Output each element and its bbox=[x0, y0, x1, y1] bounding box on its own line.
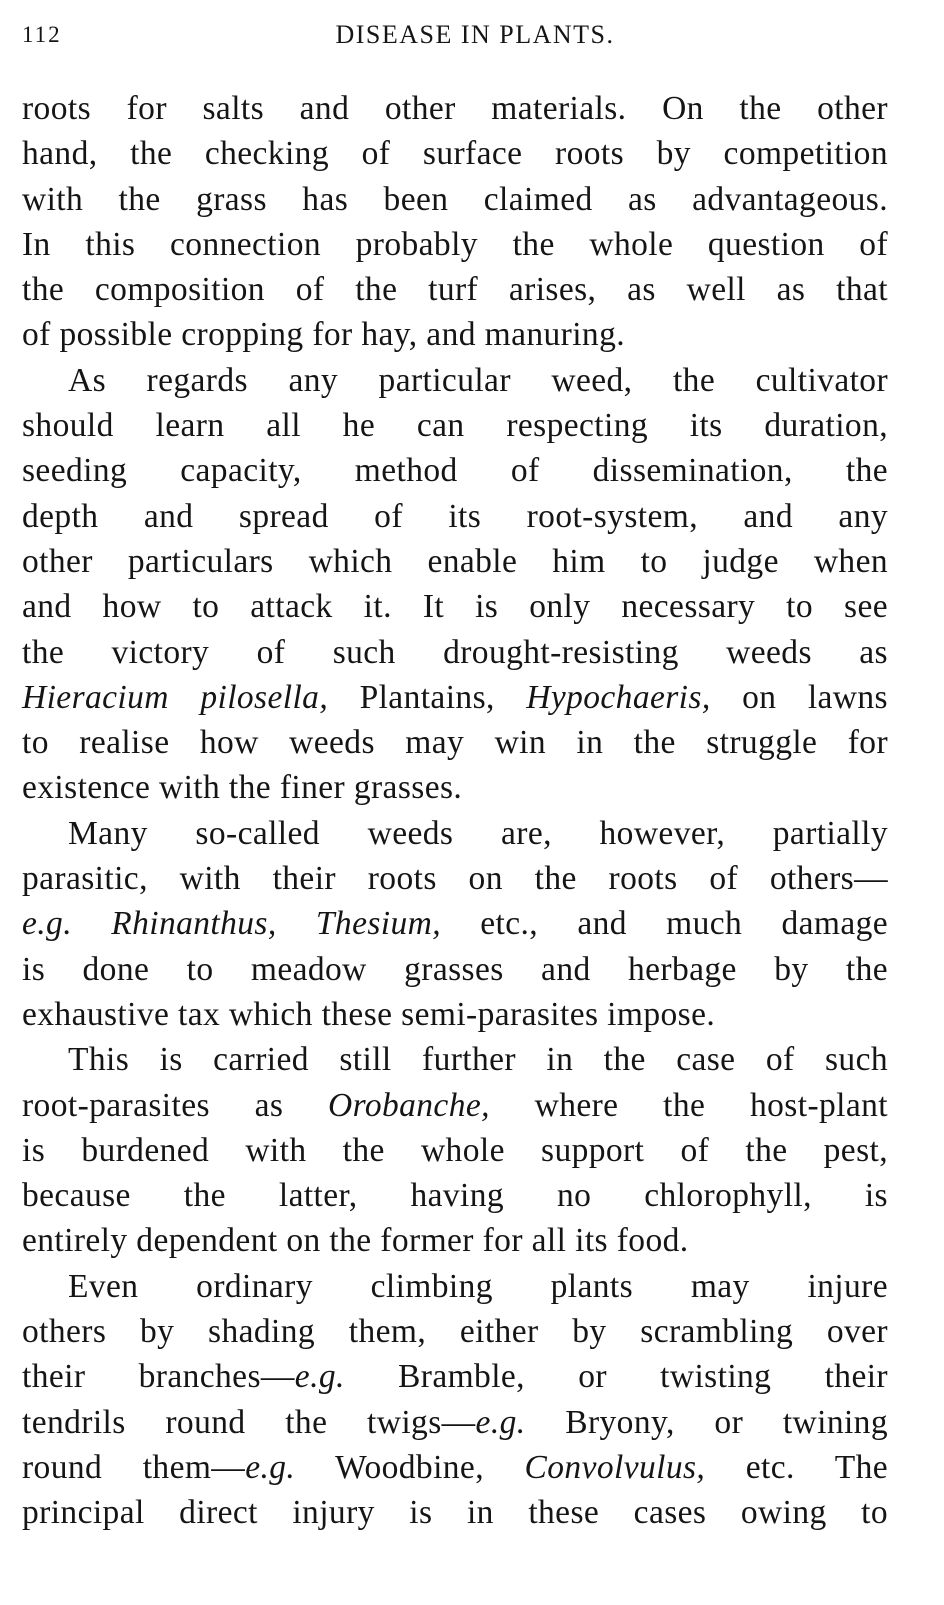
text-line: their branches—e.g. Bramble, or twisting their bbox=[22, 1358, 888, 1396]
italic-term: Rhinanthus, bbox=[111, 905, 277, 943]
text-line: roots for salts and other materials. On the other bbox=[22, 90, 888, 127]
italic-term: Hieracium pilosella, bbox=[22, 678, 329, 716]
text-line: exhaustive tax which these semi-parasites impose. bbox=[22, 995, 716, 1033]
text-line: existence with the finer grasses. bbox=[22, 769, 463, 807]
body-text bbox=[22, 86, 888, 1536]
italic-term: Orobanche, bbox=[328, 1086, 490, 1124]
italic-term: e.g. bbox=[245, 1448, 296, 1486]
text-line: is burdened with the whole support of the pest, bbox=[22, 1131, 888, 1169]
text-line: round them—e.g. Woodbine, Convolvulus, etc. The bbox=[22, 1448, 889, 1486]
text-line: and how to attack it. It is only necessary to see bbox=[22, 588, 888, 626]
text-line: This is carried still further in the case of such bbox=[68, 1041, 888, 1079]
text-line: root-parasites as Orobanche, where the host-plant bbox=[22, 1086, 888, 1124]
text-line: the victory of such drought-resisting weeds as bbox=[22, 633, 888, 671]
text-line: principal direct injury is in these cases owing to bbox=[22, 1494, 888, 1532]
text-line: entirely dependent on the former for all its food. bbox=[22, 1222, 689, 1260]
italic-term: Thesium, bbox=[315, 905, 442, 943]
text-line: depth and spread of its root-system, and any bbox=[22, 497, 888, 535]
text-line: e.g. Rhinanthus, Thesium, etc., and much damage bbox=[22, 905, 889, 943]
italic-term: e.g. bbox=[475, 1403, 526, 1441]
text-line: In this connection probably the whole question of bbox=[22, 225, 888, 263]
page-number: 112 bbox=[22, 22, 62, 47]
text-line: As regards any particular weed, the cultivator bbox=[68, 361, 888, 399]
book-page bbox=[22, 18, 888, 1536]
text-line: tendrils round the twigs—e.g. Bryony, or twining bbox=[22, 1403, 888, 1441]
text-line: of possible cropping for hay, and manuring. bbox=[22, 316, 626, 354]
text-line: Hieracium pilosella, Plantains, Hypochaeris, on lawns bbox=[22, 678, 888, 716]
text-line: because the latter, having no chlorophyll, is bbox=[22, 1177, 888, 1215]
text-line: Even ordinary climbing plants may injure bbox=[68, 1267, 888, 1305]
text-line: other particulars which enable him to judge when bbox=[22, 542, 888, 580]
italic-term: e.g. bbox=[294, 1358, 345, 1396]
running-head bbox=[22, 18, 888, 58]
text-line: parasitic, with their roots on the roots of others— bbox=[22, 860, 888, 898]
text-line: seeding capacity, method of dissemination, the bbox=[22, 452, 888, 490]
text-line: with the grass has been claimed as advantageous. bbox=[22, 180, 888, 218]
italic-term: Hypochaeris, bbox=[526, 678, 711, 716]
italic-term: e.g. bbox=[22, 905, 72, 943]
text-line: should learn all he can respecting its duration, bbox=[22, 407, 888, 445]
text-line: others by shading them, either by scrambling over bbox=[22, 1313, 888, 1351]
running-title: DISEASE IN PLANTS. bbox=[335, 20, 615, 49]
italic-term: Convolvulus, bbox=[524, 1448, 706, 1486]
text-line: hand, the checking of surface roots by competition bbox=[22, 135, 888, 173]
text-line: is done to meadow grasses and herbage by the bbox=[22, 950, 888, 988]
text-line: the composition of the turf arises, as well as that bbox=[22, 271, 888, 309]
text-line: to realise how weeds may win in the struggle for bbox=[22, 724, 888, 762]
text-line: Many so-called weeds are, however, partially bbox=[68, 814, 888, 852]
